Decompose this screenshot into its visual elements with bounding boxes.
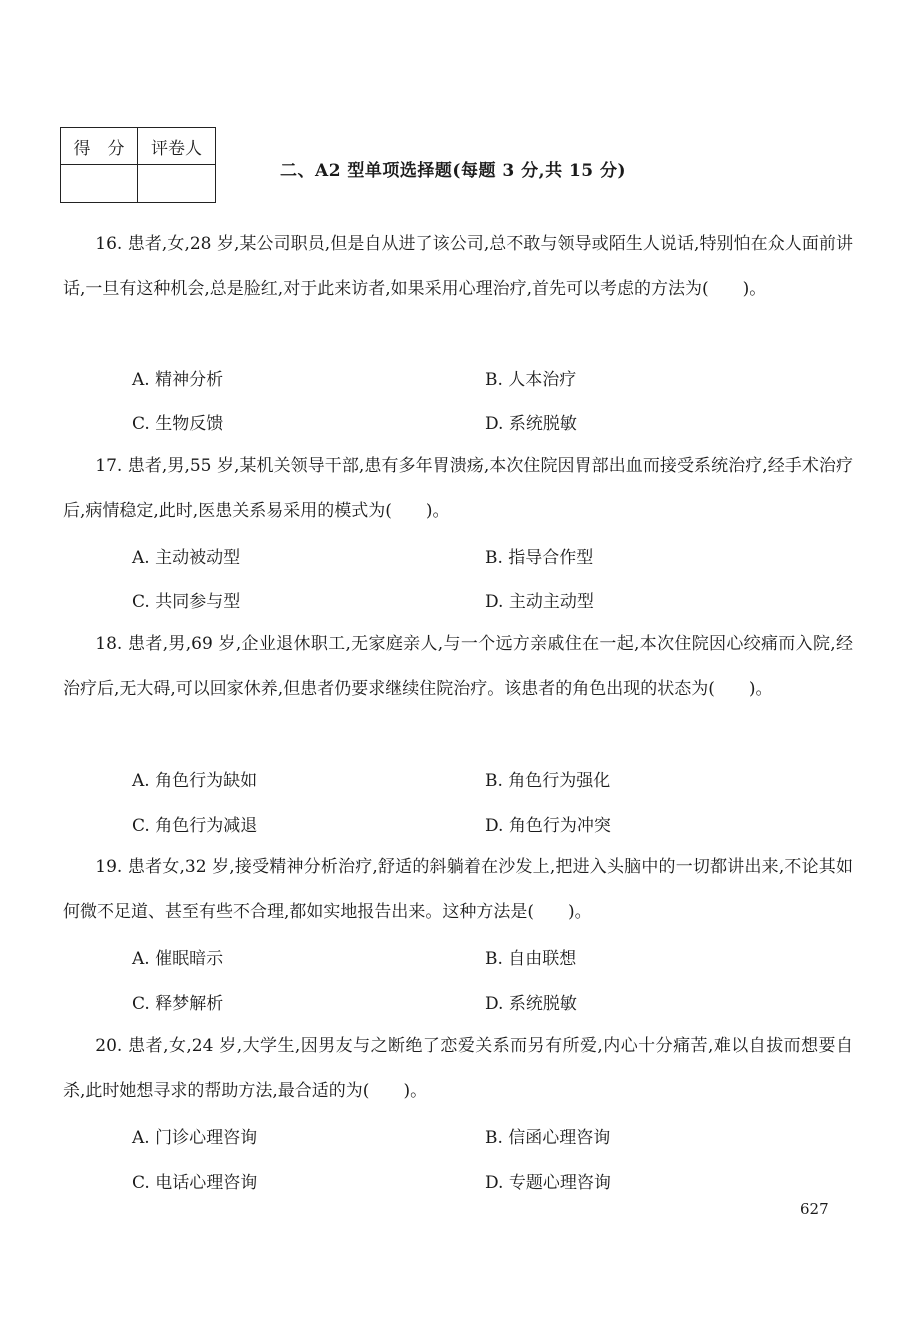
question-19-option-b: B. 自由联想 (485, 949, 577, 969)
question-19-stem: 19. 患者女,32 岁,接受精神分析治疗,舒适的斜躺着在沙发上,把进入头脑中的一切都讲出来,不论其如何微不足道、甚至有些不合理,都如实地报告出来。这种方法是( )。 (63, 857, 853, 922)
section-title: 二、A2 型单项选择题(每题 3 分,共 15 分) (280, 161, 627, 181)
question-16-option-d: D. 系统脱敏 (485, 414, 577, 434)
page-number: 627 (800, 1200, 829, 1218)
question-20-option-a: A. 门诊心理咨询 (132, 1128, 258, 1148)
question-16-stem: 16. 患者,女,28 岁,某公司职员,但是自从进了该公司,总不敢与领导或陌生人说话,特别怕在众人面前讲话,一旦有这种机会,总是脸红,对于此来访者,如果采用心理治疗,首先可以考虑的方法为( )。 (63, 234, 853, 299)
grader-blank-cell (138, 165, 216, 203)
score-grader-table (60, 127, 216, 203)
question-19-option-a: A. 催眠暗示 (132, 949, 224, 969)
question-20-option-b: B. 信函心理咨询 (485, 1128, 611, 1148)
question-20-option-d: D. 专题心理咨询 (485, 1173, 611, 1193)
question-18-option-a: A. 角色行为缺如 (132, 771, 258, 791)
question-16-option-b: B. 人本治疗 (485, 370, 577, 390)
score-blank-cell (61, 165, 138, 203)
grader-header-cell: 评卷人 (138, 128, 216, 165)
question-16-option-a: A. 精神分析 (132, 370, 224, 390)
question-20-option-c: C. 电话心理咨询 (132, 1173, 258, 1193)
question-18-option-c: C. 角色行为减退 (132, 816, 258, 836)
question-20-stem: 20. 患者,女,24 岁,大学生,因男友与之断绝了恋爱关系而另有所爱,内心十分痛苦,难以自拔而想要自杀,此时她想寻求的帮助方法,最合适的为( )。 (63, 1036, 853, 1101)
question-17-option-a: A. 主动被动型 (132, 548, 241, 568)
question-17-option-d: D. 主动主动型 (485, 592, 594, 612)
question-17-stem: 17. 患者,男,55 岁,某机关领导干部,患有多年胃溃疡,本次住院因胃部出血而接受系统治疗,经手术治疗后,病情稳定,此时,医患关系易采用的模式为( )。 (63, 456, 853, 521)
question-18-option-b: B. 角色行为强化 (485, 771, 611, 791)
question-17-option-c: C. 共同参与型 (132, 592, 241, 612)
question-17-option-b: B. 指导合作型 (485, 548, 594, 568)
question-18-stem: 18. 患者,男,69 岁,企业退休职工,无家庭亲人,与一个远方亲戚住在一起,本次住院因心绞痛而入院,经治疗后,无大碍,可以回家休养,但患者仍要求继续住院治疗。该患者的角色出现的状态为( )。 (63, 634, 853, 699)
question-18-option-d: D. 角色行为冲突 (485, 816, 611, 836)
question-19-option-c: C. 释梦解析 (132, 994, 224, 1014)
question-19-option-d: D. 系统脱敏 (485, 994, 577, 1014)
question-16-option-c: C. 生物反馈 (132, 414, 224, 434)
score-header-cell: 得 分 (61, 128, 138, 165)
